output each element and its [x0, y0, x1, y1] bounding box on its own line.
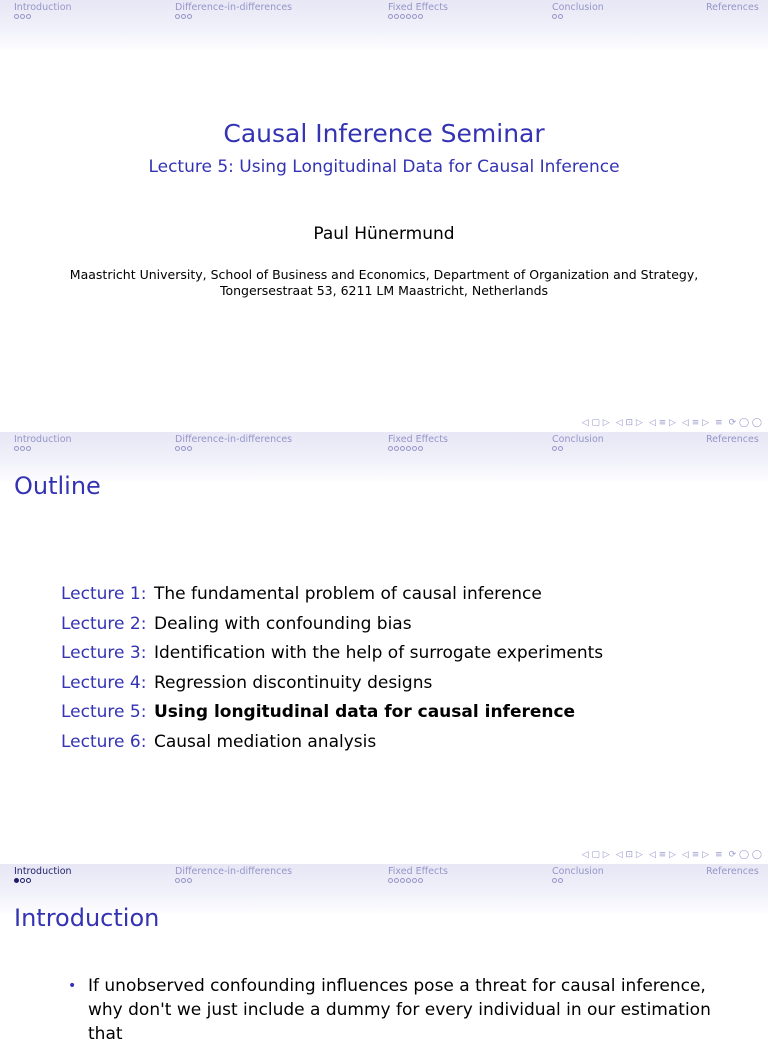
nav-introduction[interactable] — [14, 434, 72, 451]
search-nav-icon[interactable]: ⟳ ◯ ◯ — [728, 418, 762, 428]
lecture-item — [61, 610, 603, 640]
frame-dot[interactable] — [388, 878, 393, 883]
nav-label: References — [706, 434, 759, 445]
lecture-label: Lecture 1: — [61, 584, 147, 604]
lecture-topic: Identification with the help of surrogate experiments — [154, 643, 604, 663]
lecture-topic: Using longitudinal data for causal inference — [154, 702, 576, 722]
frame-dot[interactable] — [558, 14, 563, 19]
frame-dot[interactable] — [400, 446, 405, 451]
section-nav-icon[interactable]: ◁ ≡ ▷ — [648, 850, 676, 860]
nav-fixed-effects[interactable] — [388, 2, 448, 19]
nav-references[interactable] — [706, 866, 759, 877]
lecture-topic: Dealing with confounding bias — [154, 613, 412, 634]
frame-dot[interactable] — [406, 446, 411, 451]
frame-dot[interactable] — [20, 878, 25, 883]
frame-dot[interactable] — [26, 878, 31, 883]
subsection-nav-icon[interactable]: ◁ ⊡ ▷ — [615, 418, 643, 428]
nav-difference-in-differences[interactable] — [175, 434, 292, 451]
nav-label: Introduction — [14, 866, 72, 877]
lecture-item — [61, 580, 603, 610]
nav-conclusion[interactable] — [552, 434, 604, 451]
beamer-navigation-symbols — [582, 418, 762, 428]
author-name: Paul Hünermund — [313, 224, 455, 244]
frame-dot[interactable] — [418, 878, 423, 883]
frame-dot[interactable] — [181, 14, 186, 19]
nav-label: Introduction — [14, 434, 72, 445]
institution — [40, 267, 728, 299]
frame-dot[interactable] — [418, 14, 423, 19]
frame-title: Introduction — [14, 904, 160, 932]
presentation-subtitle: Lecture 5: Using Longitudinal Data for Causal Inference — [148, 157, 620, 177]
frame-dot[interactable] — [175, 446, 180, 451]
nav-label: Fixed Effects — [388, 434, 448, 445]
frame-dot[interactable] — [388, 14, 393, 19]
document-nav-icon[interactable]: ◁ ≡ ▷ — [681, 850, 710, 860]
frame-dot[interactable] — [14, 14, 19, 19]
lecture-topic: Causal mediation analysis — [154, 731, 377, 752]
frame-dot[interactable] — [181, 446, 186, 451]
frame-dot[interactable] — [175, 878, 180, 883]
nav-difference-in-differences[interactable] — [175, 866, 292, 883]
beamer-navigation-symbols — [582, 850, 762, 860]
frame-dot[interactable] — [388, 446, 393, 451]
frame-dot[interactable] — [558, 446, 563, 451]
nav-references[interactable] — [706, 434, 759, 445]
frame-dot[interactable] — [14, 446, 19, 451]
search-nav-icon[interactable]: ⟳ ◯ ◯ — [728, 850, 762, 860]
frame-dot[interactable] — [181, 878, 186, 883]
nav-label: Fixed Effects — [388, 2, 448, 13]
lecture-item — [61, 669, 603, 699]
nav-label: Introduction — [14, 2, 72, 13]
frame-dot[interactable] — [558, 878, 563, 883]
nav-introduction[interactable] — [14, 2, 72, 19]
bullet-icon: • — [68, 978, 77, 994]
outline-slide — [0, 432, 768, 864]
frame-dot[interactable] — [418, 446, 423, 451]
document-nav-icon[interactable]: ◁ ≡ ▷ — [681, 418, 710, 428]
institution-line-2: Tongersestraat 53, 6211 LM Maastricht, Netherlands — [219, 283, 549, 298]
frame-dot[interactable] — [394, 14, 399, 19]
section-navigation — [0, 0, 768, 52]
lecture-list — [61, 580, 603, 757]
frame-dot[interactable] — [400, 878, 405, 883]
frame-dot[interactable] — [175, 14, 180, 19]
lecture-label: Lecture 6: — [61, 731, 147, 752]
frame-dot[interactable] — [20, 446, 25, 451]
frame-nav-icon[interactable]: ◁ ▢ ▷ — [581, 418, 610, 428]
lecture-item — [61, 728, 603, 758]
frame-dot[interactable] — [20, 14, 25, 19]
frame-dot[interactable] — [412, 14, 417, 19]
lecture-label: Lecture 5: — [61, 702, 147, 722]
introduction-slide — [0, 864, 768, 1044]
appendix-nav-icon[interactable]: ≡ — [715, 850, 723, 860]
frame-dot[interactable] — [394, 878, 399, 883]
nav-label: Conclusion — [552, 2, 604, 13]
frame-dot[interactable] — [394, 446, 399, 451]
nav-fixed-effects[interactable] — [388, 866, 448, 883]
bullet-text: If unobserved confounding influences pose a threat for causal inference, why don't we just include a dummy for every individual in our estimation that — [88, 976, 711, 1044]
nav-references[interactable] — [706, 2, 759, 13]
nav-label: Fixed Effects — [388, 866, 448, 877]
frame-dot[interactable] — [26, 14, 31, 19]
nav-label: Difference-in-differences — [175, 2, 293, 13]
lecture-topic: The fundamental problem of causal inference — [154, 584, 542, 604]
nav-conclusion[interactable] — [552, 2, 604, 19]
presentation-title: Causal Inference Seminar — [223, 119, 545, 148]
frame-dot-current[interactable] — [14, 878, 19, 883]
nav-conclusion[interactable] — [552, 866, 604, 883]
section-navigation — [0, 432, 768, 484]
nav-label: Difference-in-differences — [175, 434, 293, 445]
subsection-nav-icon[interactable]: ◁ ⊡ ▷ — [615, 850, 643, 860]
frame-nav-icon[interactable]: ◁ ▢ ▷ — [581, 850, 610, 860]
frame-dot[interactable] — [412, 878, 417, 883]
frame-dot[interactable] — [406, 878, 411, 883]
lecture-label: Lecture 3: — [61, 643, 147, 663]
frame-dot[interactable] — [187, 878, 192, 883]
lecture-item-current — [61, 698, 603, 728]
title-slide — [0, 0, 768, 432]
nav-introduction[interactable] — [14, 866, 72, 883]
nav-label: References — [706, 866, 759, 877]
lecture-label: Lecture 4: — [61, 672, 147, 693]
frame-dot[interactable] — [412, 446, 417, 451]
nav-difference-in-differences[interactable] — [175, 2, 292, 19]
frame-dot[interactable] — [400, 14, 405, 19]
frame-dot[interactable] — [26, 446, 31, 451]
lecture-label: Lecture 2: — [61, 613, 147, 634]
nav-label: Conclusion — [552, 434, 604, 445]
frame-dot[interactable] — [552, 14, 557, 19]
appendix-nav-icon[interactable]: ≡ — [715, 418, 723, 428]
frame-dot[interactable] — [187, 14, 192, 19]
lecture-item — [61, 639, 603, 669]
nav-label: References — [706, 2, 759, 13]
section-nav-icon[interactable]: ◁ ≡ ▷ — [648, 418, 676, 428]
frame-dot[interactable] — [552, 878, 557, 883]
nav-fixed-effects[interactable] — [388, 434, 448, 451]
frame-dot[interactable] — [552, 446, 557, 451]
frame-dot[interactable] — [406, 14, 411, 19]
nav-label: Difference-in-differences — [175, 866, 293, 877]
institution-line-1: Maastricht University, School of Business and Economics, Department of Organization and Strategy, — [69, 267, 699, 282]
frame-title: Outline — [14, 472, 101, 500]
lecture-topic: Regression discontinuity designs — [154, 672, 433, 693]
nav-label: Conclusion — [552, 866, 604, 877]
frame-dot[interactable] — [187, 446, 192, 451]
